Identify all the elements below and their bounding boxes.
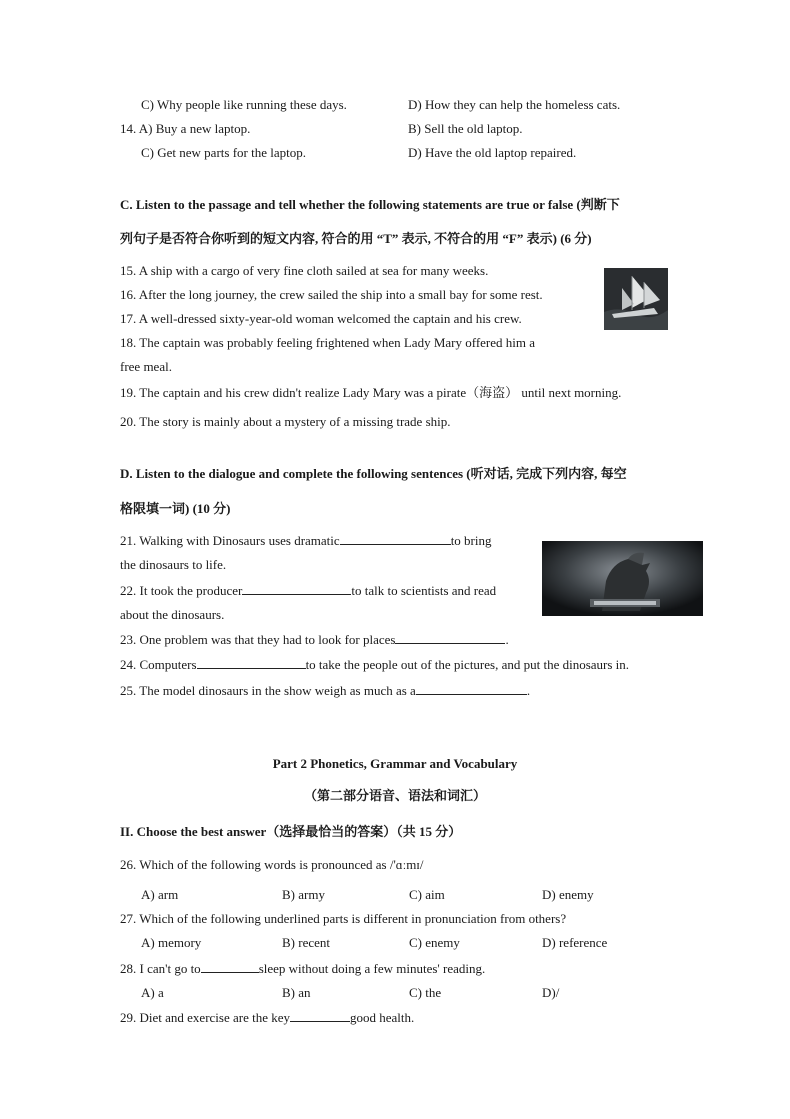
question-18: 18. The captain was probably feeling frightened when Lady Mary offered him a [120, 335, 536, 350]
question-17: 17. A well-dressed sixty-year-old woman welcomed the captain and his crew. [120, 311, 522, 326]
q14-option-a: 14. A) Buy a new laptop. [120, 121, 251, 136]
question-18-cont: free meal. [120, 359, 172, 374]
question-28-text: 28. I can't go to [120, 961, 201, 976]
q14-option-b: B) Sell the old laptop. [408, 121, 523, 136]
section-d-heading: D. Listen to the dialogue and complete the following sentences (听对话, 完成下列内容, 每空 [120, 466, 627, 481]
section-c-heading-cont: 列句子是否符合你听到的短文内容, 符合的用 “T” 表示, 不符合的用 “F” 表示) (6 分) [120, 231, 592, 246]
q28-option-d[interactable]: D)/ [542, 985, 560, 1000]
q27-option-d[interactable]: D) reference [542, 935, 608, 950]
question-21-text: 21. Walking with Dinosaurs uses dramatic [120, 533, 340, 548]
question-19: 19. The captain and his crew didn't realize Lady Mary was a pirate（海盗） until next morning. [120, 385, 622, 400]
section-ii-heading: II. Choose the best answer（选择最恰当的答案）（共 15 分） [120, 824, 462, 839]
section-c-heading: C. Listen to the passage and tell whether the following statements are true or false (判断下 [120, 197, 620, 212]
question-27: 27. Which of the following underlined parts is different in pronunciation from others? [120, 911, 567, 926]
q14-option-c: C) Get new parts for the laptop. [141, 145, 306, 160]
answer-blank-21[interactable] [340, 532, 451, 545]
q26-option-c[interactable]: C) aim [409, 887, 445, 902]
question-22-text-after: to talk to scientists and read [351, 583, 497, 598]
question-24-text-after: to take the people out of the pictures, and put the dinosaurs in. [305, 657, 630, 672]
question-22-text: 22. It took the producer [120, 583, 243, 598]
question-21-text-after: to bring [450, 533, 492, 548]
question-24 [120, 656, 629, 673]
question-22-cont: about the dinosaurs. [120, 607, 225, 622]
q28-option-b[interactable]: B) an [282, 985, 311, 1000]
question-21-cont: the dinosaurs to life. [120, 557, 227, 572]
answer-blank-23[interactable] [395, 631, 505, 644]
question-29 [120, 1009, 414, 1026]
q27-option-c[interactable]: C) enemy [409, 935, 460, 950]
question-23 [120, 631, 509, 648]
part2-title: Part 2 Phonetics, Grammar and Vocabulary [272, 756, 518, 771]
answer-blank-24[interactable] [197, 656, 306, 669]
question-15: 15. A ship with a cargo of very fine cloth sailed at sea for many weeks. [120, 263, 489, 278]
question-29-text: 29. Diet and exercise are the key [120, 1010, 291, 1025]
question-26: 26. Which of the following words is pronounced as /'ɑːmɪ/ [120, 857, 424, 872]
q28-option-a[interactable]: A) a [141, 985, 164, 1000]
section-d-heading-cont: 格限填一词) (10 分) [120, 501, 231, 516]
question-25-text: 25. The model dinosaurs in the show weigh as much as a [120, 683, 416, 698]
question-20: 20. The story is mainly about a mystery of a missing trade ship. [120, 414, 451, 429]
question-28-text-after: sleep without doing a few minutes' reading. [258, 961, 486, 976]
q26-option-a[interactable]: A) arm [141, 887, 179, 902]
q28-option-c[interactable]: C) the [409, 985, 442, 1000]
dinosaur-show-picture [542, 541, 703, 616]
question-25 [120, 682, 530, 699]
q13-option-d: D) How they can help the homeless cats. [408, 97, 621, 112]
answer-blank-22[interactable] [242, 582, 351, 595]
answer-blank-25[interactable] [416, 682, 527, 695]
q26-option-d[interactable]: D) enemy [542, 887, 594, 902]
question-29-text-after: good health. [350, 1010, 415, 1025]
question-16: 16. After the long journey, the crew sailed the ship into a small bay for some rest. [120, 287, 543, 302]
q14-option-d: D) Have the old laptop repaired. [408, 145, 577, 160]
q13-option-c: C) Why people like running these days. [141, 97, 347, 112]
question-22 [120, 582, 496, 599]
q27-option-b[interactable]: B) recent [282, 935, 331, 950]
question-23-end: . [505, 632, 509, 647]
question-28 [120, 960, 485, 977]
question-24-text: 24. Computers [120, 657, 197, 672]
question-21 [120, 532, 492, 549]
answer-blank-29[interactable] [290, 1009, 350, 1022]
q26-option-b[interactable]: B) army [282, 887, 325, 902]
q27-option-a[interactable]: A) memory [141, 935, 202, 950]
part2-subtitle: （第二部分语音、语法和词汇） [303, 788, 486, 803]
question-23-text: 23. One problem was that they had to look for places [120, 632, 396, 647]
answer-blank-28[interactable] [201, 960, 259, 973]
ship-picture [604, 268, 668, 330]
question-25-end: . [526, 683, 531, 698]
